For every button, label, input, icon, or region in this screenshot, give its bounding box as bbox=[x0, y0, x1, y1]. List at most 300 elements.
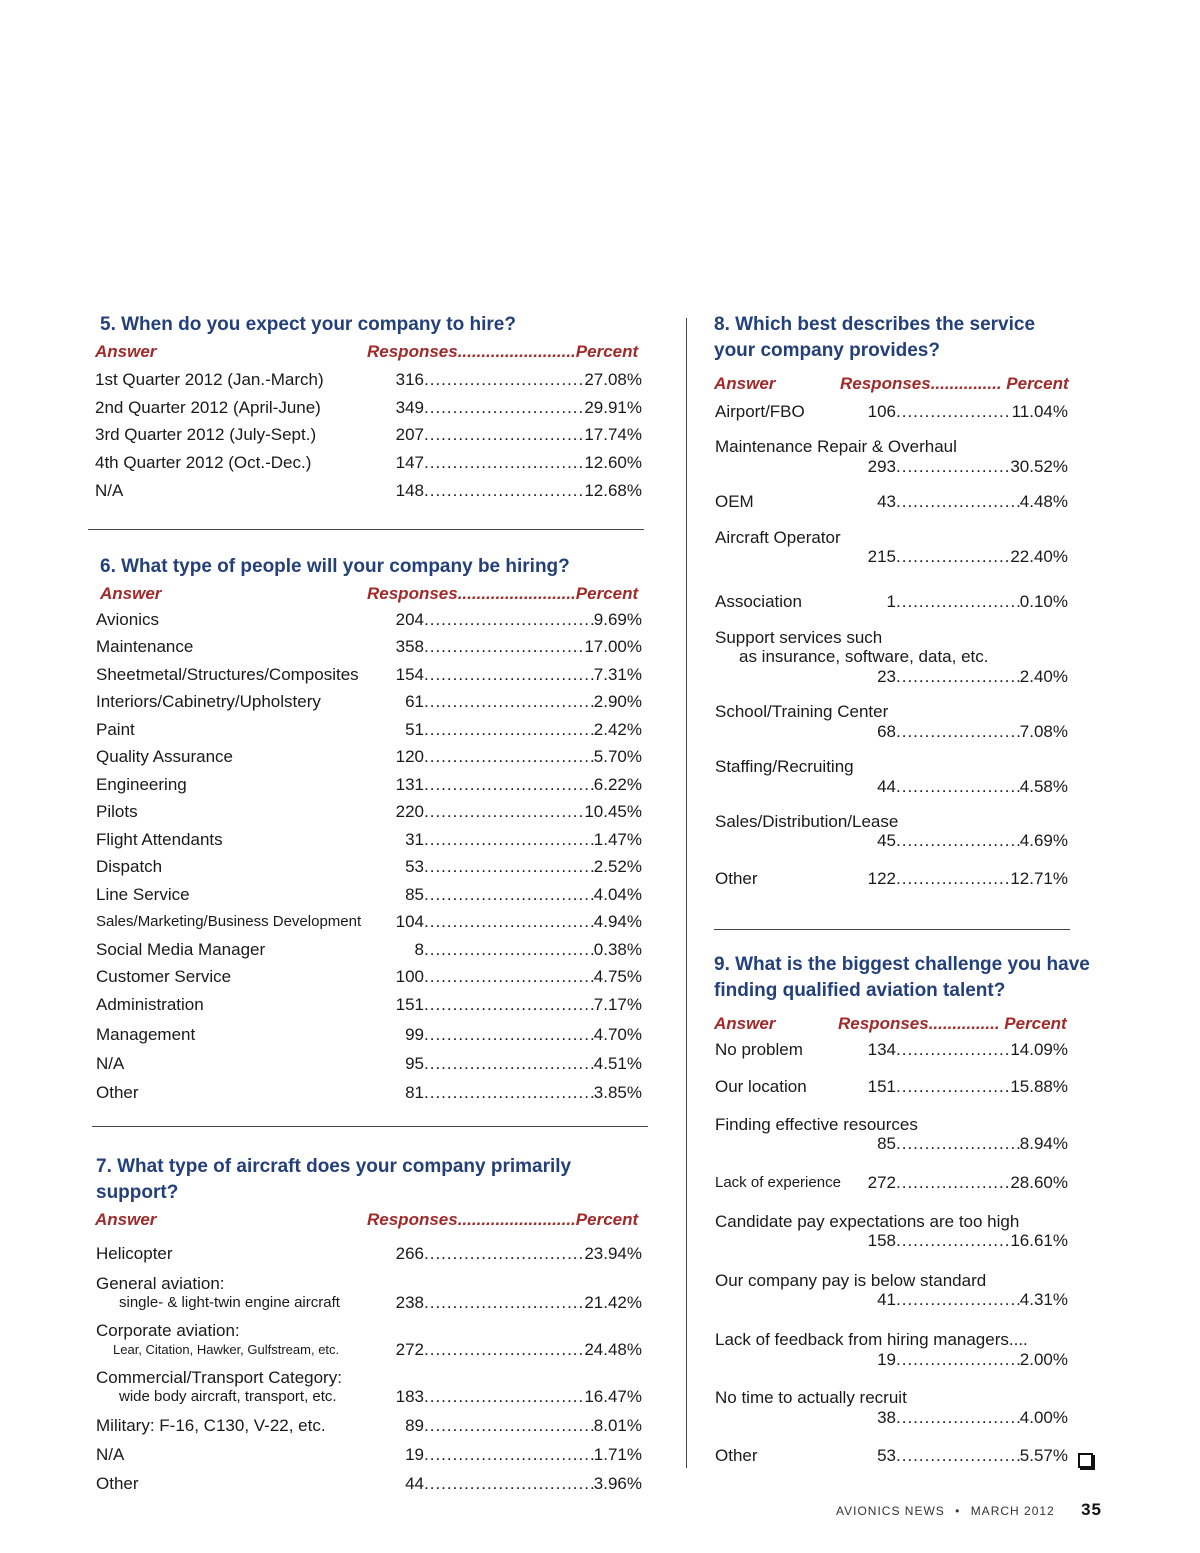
answer-label: N/A bbox=[96, 1054, 125, 1073]
answer-header: Answer bbox=[100, 584, 162, 603]
leader-dots bbox=[896, 667, 1020, 687]
response-value bbox=[388, 1474, 642, 1494]
table-row bbox=[714, 528, 1100, 592]
divider bbox=[714, 929, 1070, 930]
table-row bbox=[714, 628, 1100, 702]
response-value bbox=[388, 637, 642, 657]
response-count: 183 bbox=[395, 1387, 424, 1406]
answer-label: Administration bbox=[96, 995, 204, 1014]
question-9-title bbox=[714, 952, 1100, 1004]
answer-label: Quality Assurance bbox=[96, 747, 234, 766]
response-percent: 7.17% bbox=[593, 995, 642, 1014]
response-value bbox=[860, 777, 1068, 797]
leader-dots bbox=[424, 912, 594, 932]
answer-label: Military: F-16, C130, V-22, etc. bbox=[96, 1416, 326, 1435]
table-row bbox=[714, 492, 1100, 528]
answer-label: Airport/FBO bbox=[715, 402, 805, 421]
table-row bbox=[88, 1474, 650, 1503]
leader-dots bbox=[424, 637, 584, 657]
response-count: 151 bbox=[867, 1077, 896, 1096]
answer-label: Support services such bbox=[715, 628, 883, 647]
response-count: 43 bbox=[877, 492, 896, 511]
leader-dots bbox=[424, 425, 584, 445]
table-row bbox=[88, 1368, 650, 1416]
leader-dots bbox=[424, 1445, 594, 1465]
response-value bbox=[388, 425, 642, 445]
question-9-header bbox=[714, 1010, 1100, 1036]
leader-dots bbox=[424, 398, 584, 418]
response-count: 68 bbox=[877, 722, 896, 741]
table-row bbox=[88, 481, 648, 509]
answer-label: Aircraft Operator bbox=[715, 528, 841, 547]
response-value bbox=[860, 492, 1068, 512]
response-percent: 4.00% bbox=[1019, 1408, 1068, 1427]
leader-dots bbox=[424, 1244, 584, 1264]
answer-label: Pilots bbox=[96, 802, 138, 821]
table-row bbox=[88, 995, 648, 1025]
response-value bbox=[860, 667, 1068, 687]
answer-label: Helicopter bbox=[96, 1244, 173, 1263]
response-count: 207 bbox=[395, 425, 424, 444]
response-percent: 17.00% bbox=[584, 637, 642, 656]
leader-dots bbox=[896, 831, 1020, 851]
response-percent: 4.51% bbox=[593, 1054, 642, 1073]
answer-label: Staffing/Recruiting bbox=[715, 757, 854, 776]
table-row bbox=[88, 802, 648, 830]
response-count: 81 bbox=[405, 1083, 424, 1102]
answer-label: Dispatch bbox=[96, 857, 163, 876]
answer-label: Maintenance bbox=[96, 637, 194, 656]
response-value bbox=[860, 1408, 1068, 1428]
response-value bbox=[860, 1134, 1068, 1154]
question-8-rows bbox=[714, 402, 1100, 905]
response-percent: 21.42% bbox=[584, 1293, 642, 1312]
response-count: 104 bbox=[395, 912, 424, 931]
leader-dots bbox=[896, 457, 1010, 477]
leader-dots bbox=[424, 692, 594, 712]
response-value bbox=[860, 1290, 1068, 1310]
table-row bbox=[88, 940, 648, 967]
responses-header: Responses.........................Percent bbox=[367, 584, 639, 603]
table-row bbox=[88, 425, 648, 453]
response-value bbox=[388, 453, 642, 473]
table-row bbox=[88, 775, 648, 802]
question-8-title-line-1: 8. Which best describes the service bbox=[714, 314, 1036, 335]
answer-label: Our company pay is below standard bbox=[715, 1271, 987, 1290]
response-count: 238 bbox=[395, 1293, 424, 1312]
leader-dots bbox=[424, 1025, 594, 1045]
response-percent: 24.48% bbox=[584, 1340, 642, 1359]
response-count: 120 bbox=[395, 747, 424, 766]
table-row bbox=[714, 702, 1100, 757]
leader-dots bbox=[424, 775, 594, 795]
answer-sublabel: as insurance, software, data, etc. bbox=[739, 647, 989, 666]
question-9-title-line-2: finding qualified aviation talent? bbox=[714, 980, 1006, 1001]
response-value bbox=[388, 665, 642, 685]
leader-dots bbox=[424, 720, 594, 740]
leader-dots bbox=[424, 453, 584, 473]
response-percent: 5.70% bbox=[593, 747, 642, 766]
response-count: 53 bbox=[405, 857, 424, 876]
response-value bbox=[388, 481, 642, 501]
answer-header: Answer bbox=[714, 374, 776, 393]
answer-label: Other bbox=[715, 869, 758, 888]
leader-dots bbox=[896, 402, 1012, 422]
response-value bbox=[388, 885, 642, 905]
table-row bbox=[714, 1173, 1100, 1212]
answer-sublabel: single- & light-twin engine aircraft bbox=[119, 1294, 340, 1311]
table-row bbox=[88, 830, 648, 857]
response-percent: 30.52% bbox=[1010, 457, 1068, 476]
response-value bbox=[388, 692, 642, 712]
table-row bbox=[88, 665, 648, 692]
answer-label: OEM bbox=[715, 492, 754, 511]
divider bbox=[88, 529, 644, 530]
question-9-title-line-1: 9. What is the biggest challenge you have bbox=[714, 954, 1090, 975]
answer-label: General aviation: bbox=[96, 1274, 225, 1293]
answer-header: Answer bbox=[95, 1210, 157, 1229]
response-value bbox=[860, 457, 1068, 477]
response-value bbox=[388, 857, 642, 877]
question-5-header bbox=[95, 338, 648, 364]
question-8-title bbox=[714, 312, 1100, 364]
leader-dots bbox=[424, 1387, 584, 1407]
response-percent: 29.91% bbox=[584, 398, 642, 417]
response-percent: 10.45% bbox=[584, 802, 642, 821]
answer-header: Answer bbox=[714, 1014, 776, 1033]
table-row bbox=[88, 637, 648, 665]
response-value bbox=[388, 1054, 642, 1074]
column-divider bbox=[686, 318, 687, 1468]
answer-sublabel: wide body aircraft, transport, etc. bbox=[119, 1388, 337, 1405]
leader-dots bbox=[424, 481, 584, 501]
leader-dots bbox=[424, 857, 594, 877]
question-6-rows bbox=[88, 610, 648, 1111]
response-value bbox=[860, 722, 1068, 742]
leader-dots bbox=[896, 1173, 1010, 1193]
response-value bbox=[388, 1025, 642, 1045]
leader-dots bbox=[896, 1077, 1010, 1097]
response-value bbox=[860, 1231, 1068, 1251]
response-count: 204 bbox=[395, 610, 424, 629]
leader-dots bbox=[424, 995, 594, 1015]
answer-label: Avionics bbox=[96, 610, 159, 629]
leader-dots bbox=[424, 1340, 584, 1360]
answer-label: Line Service bbox=[96, 885, 190, 904]
response-value bbox=[860, 1173, 1068, 1193]
responses-header: Responses.........................Percent bbox=[367, 1210, 639, 1229]
response-value bbox=[388, 398, 642, 418]
publication-name: AVIONICS NEWS bbox=[836, 1504, 945, 1518]
answer-label: Sales/Distribution/Lease bbox=[715, 812, 899, 831]
answer-label: 3rd Quarter 2012 (July-Sept.) bbox=[95, 425, 317, 444]
answer-label: Paint bbox=[96, 720, 135, 739]
table-row bbox=[714, 1115, 1100, 1173]
response-value bbox=[388, 747, 642, 767]
response-percent: 0.10% bbox=[1019, 592, 1068, 611]
answer-label: Sales/Marketing/Business Development bbox=[96, 913, 362, 930]
leader-dots bbox=[896, 869, 1010, 889]
leader-dots bbox=[896, 1446, 1020, 1466]
leader-dots bbox=[424, 1474, 594, 1494]
response-percent: 1.47% bbox=[593, 830, 642, 849]
response-count: 89 bbox=[405, 1416, 424, 1435]
response-value bbox=[388, 995, 642, 1015]
response-percent: 2.40% bbox=[1019, 667, 1068, 686]
answer-label: Customer Service bbox=[96, 967, 232, 986]
response-count: 19 bbox=[405, 1445, 424, 1464]
response-percent: 1.71% bbox=[593, 1445, 642, 1464]
responses-header: Responses............... Percent bbox=[840, 374, 1069, 393]
response-value bbox=[860, 1350, 1068, 1370]
answer-label: Association bbox=[715, 592, 802, 611]
response-percent: 8.01% bbox=[593, 1416, 642, 1435]
response-count: 44 bbox=[877, 777, 896, 796]
response-percent: 12.60% bbox=[584, 453, 642, 472]
leader-dots bbox=[424, 1054, 594, 1074]
answer-label: School/Training Center bbox=[715, 702, 889, 721]
leader-dots bbox=[896, 777, 1020, 797]
answer-sublabel: Lear, Citation, Hawker, Gulfstream, etc. bbox=[113, 1342, 340, 1357]
leader-dots bbox=[424, 885, 594, 905]
response-value bbox=[388, 610, 642, 630]
response-percent: 4.04% bbox=[593, 885, 642, 904]
response-percent: 2.52% bbox=[593, 857, 642, 876]
response-percent: 27.08% bbox=[584, 370, 642, 389]
response-value bbox=[860, 592, 1068, 612]
response-percent: 4.75% bbox=[593, 967, 642, 986]
response-percent: 4.58% bbox=[1019, 777, 1068, 796]
leader-dots bbox=[424, 370, 584, 390]
response-count: 215 bbox=[867, 547, 896, 566]
leader-dots bbox=[424, 940, 594, 960]
leader-dots bbox=[896, 1231, 1010, 1251]
response-percent: 5.57% bbox=[1019, 1446, 1068, 1465]
table-row bbox=[88, 967, 648, 995]
question-8 bbox=[714, 312, 1100, 905]
response-count: 100 bbox=[395, 967, 424, 986]
response-percent: 14.09% bbox=[1010, 1040, 1068, 1059]
table-row bbox=[714, 1077, 1100, 1115]
footer-bullet: • bbox=[955, 1504, 961, 1518]
response-percent: 16.47% bbox=[584, 1387, 642, 1406]
response-count: 293 bbox=[867, 457, 896, 476]
response-count: 220 bbox=[395, 802, 424, 821]
table-row bbox=[714, 1330, 1100, 1388]
response-percent: 0.38% bbox=[593, 940, 642, 959]
table-row bbox=[714, 1271, 1100, 1330]
question-7-header bbox=[95, 1206, 650, 1232]
response-percent: 4.69% bbox=[1019, 831, 1068, 850]
leader-dots bbox=[896, 1350, 1020, 1370]
leader-dots bbox=[424, 665, 594, 685]
question-5 bbox=[88, 312, 648, 509]
response-percent: 3.96% bbox=[593, 1474, 642, 1493]
leader-dots bbox=[424, 1293, 584, 1313]
answer-label: N/A bbox=[95, 481, 124, 500]
table-row bbox=[88, 1083, 648, 1111]
table-row bbox=[88, 398, 648, 425]
table-row bbox=[714, 812, 1100, 869]
leader-dots bbox=[424, 830, 594, 850]
answer-label: Commercial/Transport Category: bbox=[96, 1368, 342, 1387]
response-percent: 2.42% bbox=[593, 720, 642, 739]
response-percent: 9.69% bbox=[593, 610, 642, 629]
table-row bbox=[88, 610, 648, 637]
leader-dots bbox=[424, 1416, 594, 1436]
table-row bbox=[714, 1212, 1100, 1271]
response-count: 122 bbox=[867, 869, 896, 888]
table-row bbox=[88, 1445, 650, 1474]
table-row bbox=[88, 1054, 648, 1083]
answer-label: No time to actually recruit bbox=[715, 1388, 907, 1407]
table-row bbox=[88, 1274, 650, 1321]
response-value bbox=[388, 967, 642, 987]
response-count: 85 bbox=[405, 885, 424, 904]
response-count: 44 bbox=[405, 1474, 424, 1493]
response-percent: 15.88% bbox=[1010, 1077, 1068, 1096]
responses-header: Responses............... Percent bbox=[838, 1014, 1067, 1033]
response-count: 61 bbox=[405, 692, 424, 711]
page-footer bbox=[836, 1500, 1102, 1520]
answer-label: Maintenance Repair & Overhaul bbox=[715, 437, 957, 456]
answer-header: Answer bbox=[95, 342, 157, 361]
table-row bbox=[88, 1416, 650, 1445]
response-value bbox=[388, 1387, 642, 1407]
question-6 bbox=[88, 554, 648, 1111]
leader-dots bbox=[896, 492, 1020, 512]
leader-dots bbox=[896, 1040, 1010, 1060]
response-value bbox=[388, 1340, 642, 1360]
response-count: 349 bbox=[395, 398, 424, 417]
answer-label: Management bbox=[96, 1025, 196, 1044]
end-mark-icon bbox=[1078, 1453, 1093, 1468]
table-row bbox=[88, 453, 648, 481]
response-value bbox=[388, 1083, 642, 1103]
question-6-title: 6. What type of people will your company be hiring? bbox=[100, 556, 570, 577]
question-8-title-line-2: your company provides? bbox=[714, 340, 940, 361]
response-value bbox=[388, 940, 642, 960]
answer-label: Social Media Manager bbox=[96, 940, 266, 959]
table-row bbox=[88, 370, 648, 398]
table-row bbox=[88, 1321, 650, 1368]
answer-label: Other bbox=[96, 1083, 139, 1102]
question-5-title: 5. When do you expect your company to hire? bbox=[100, 314, 516, 335]
response-percent: 8.94% bbox=[1019, 1134, 1068, 1153]
table-row bbox=[88, 692, 648, 720]
response-value bbox=[860, 1040, 1068, 1060]
leader-dots bbox=[896, 1290, 1020, 1310]
question-8-header bbox=[714, 370, 1100, 396]
leader-dots bbox=[896, 1408, 1020, 1428]
response-value bbox=[388, 720, 642, 740]
leader-dots bbox=[424, 967, 594, 987]
response-value bbox=[860, 1077, 1068, 1097]
response-count: 1 bbox=[886, 592, 896, 611]
response-count: 38 bbox=[877, 1408, 896, 1427]
question-7-title: 7. What type of aircraft does your company primarily support? bbox=[96, 1156, 572, 1203]
response-percent: 2.00% bbox=[1019, 1350, 1068, 1369]
question-7 bbox=[88, 1154, 650, 1503]
response-count: 358 bbox=[395, 637, 424, 656]
table-row bbox=[88, 747, 648, 775]
response-percent: 4.70% bbox=[593, 1025, 642, 1044]
table-row bbox=[714, 1388, 1100, 1446]
table-row bbox=[714, 1446, 1100, 1476]
leader-dots bbox=[424, 1083, 594, 1103]
response-count: 31 bbox=[405, 830, 424, 849]
table-row bbox=[714, 592, 1100, 628]
response-value bbox=[388, 370, 642, 390]
response-percent: 7.08% bbox=[1019, 722, 1068, 741]
table-row bbox=[714, 1040, 1100, 1077]
response-count: 272 bbox=[395, 1340, 424, 1359]
answer-label: No problem bbox=[715, 1040, 803, 1059]
answer-label: 1st Quarter 2012 (Jan.-March) bbox=[95, 370, 324, 389]
answer-label: 4th Quarter 2012 (Oct.-Dec.) bbox=[95, 453, 312, 472]
answer-label: Our location bbox=[715, 1077, 807, 1096]
response-percent: 12.68% bbox=[584, 481, 642, 500]
response-value bbox=[860, 831, 1068, 851]
response-value bbox=[388, 775, 642, 795]
table-row bbox=[88, 1244, 650, 1274]
answer-label: Flight Attendants bbox=[96, 830, 223, 849]
answer-label: Lack of feedback from hiring managers.... bbox=[715, 1330, 1028, 1349]
answer-label: Sheetmetal/Structures/Composites bbox=[96, 665, 359, 684]
response-count: 8 bbox=[414, 940, 424, 959]
response-percent: 12.71% bbox=[1010, 869, 1068, 888]
page-number: 35 bbox=[1081, 1500, 1102, 1519]
response-percent: 16.61% bbox=[1010, 1231, 1068, 1250]
response-count: 53 bbox=[877, 1446, 896, 1465]
answer-label: Other bbox=[96, 1474, 139, 1493]
table-row bbox=[88, 912, 648, 940]
response-count: 41 bbox=[877, 1290, 896, 1309]
response-count: 158 bbox=[867, 1231, 896, 1250]
table-row bbox=[88, 885, 648, 912]
answer-label: Corporate aviation: bbox=[96, 1321, 240, 1340]
response-count: 106 bbox=[867, 402, 896, 421]
response-value bbox=[388, 912, 642, 932]
table-row bbox=[714, 757, 1100, 812]
response-value bbox=[388, 1416, 642, 1436]
response-percent: 11.04% bbox=[1011, 402, 1068, 421]
response-count: 45 bbox=[877, 831, 896, 850]
response-percent: 7.31% bbox=[593, 665, 642, 684]
response-count: 151 bbox=[395, 995, 424, 1014]
response-value bbox=[388, 830, 642, 850]
leader-dots bbox=[896, 1134, 1020, 1154]
response-count: 99 bbox=[405, 1025, 424, 1044]
response-percent: 4.48% bbox=[1019, 492, 1068, 511]
question-5-rows bbox=[88, 370, 648, 509]
responses-header: Responses.........................Percent bbox=[367, 342, 639, 361]
response-percent: 28.60% bbox=[1010, 1173, 1068, 1192]
response-value bbox=[388, 1244, 642, 1264]
response-count: 134 bbox=[867, 1040, 896, 1059]
table-row bbox=[714, 402, 1100, 437]
question-7-rows bbox=[88, 1244, 650, 1503]
response-count: 148 bbox=[395, 481, 424, 500]
answer-label: Interiors/Cabinetry/Upholstery bbox=[96, 692, 321, 711]
response-value bbox=[860, 402, 1068, 422]
table-row bbox=[714, 437, 1100, 492]
response-count: 95 bbox=[405, 1054, 424, 1073]
response-count: 51 bbox=[405, 720, 424, 739]
response-value bbox=[860, 1446, 1068, 1466]
response-percent: 4.94% bbox=[593, 912, 642, 931]
leader-dots bbox=[424, 747, 594, 767]
